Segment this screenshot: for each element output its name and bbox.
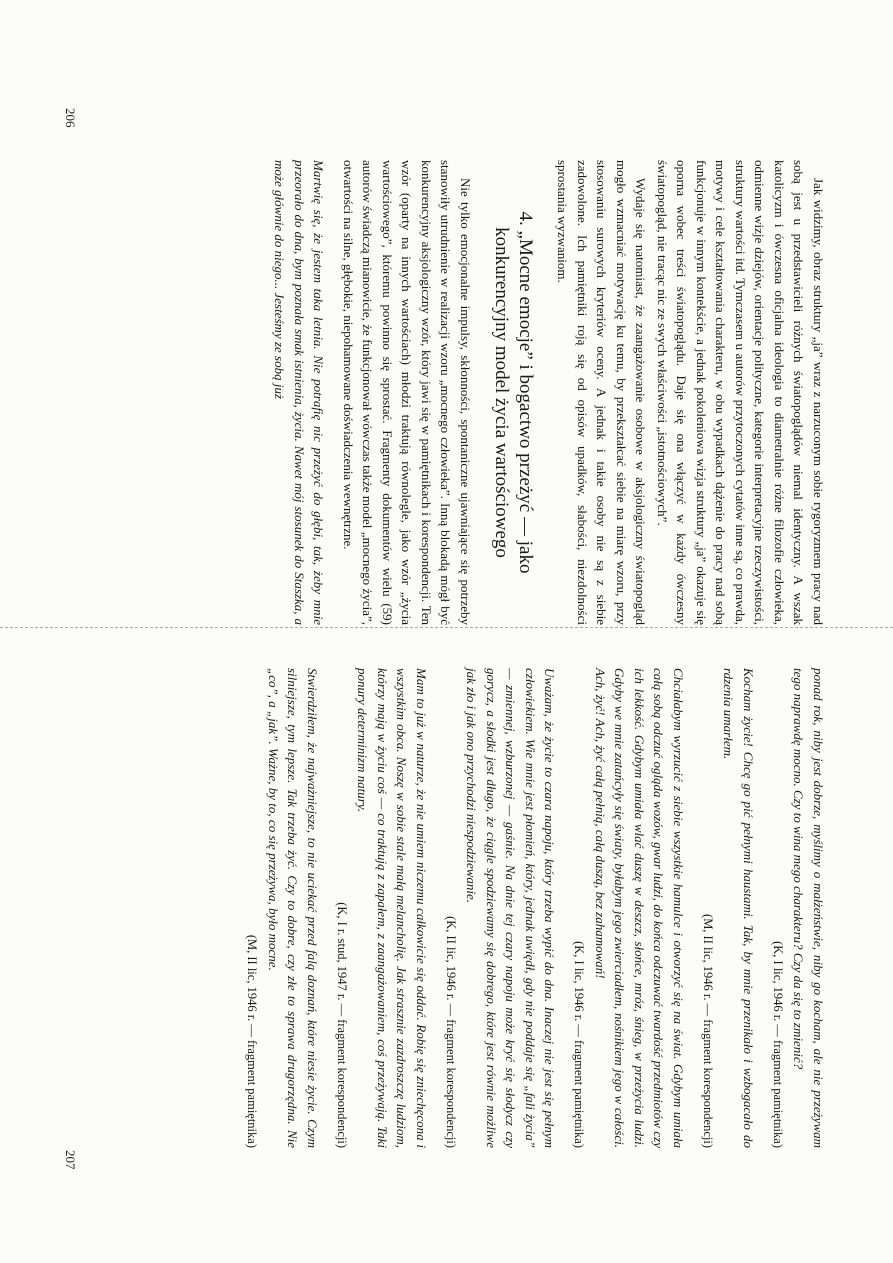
source-3: (K, I lic, 1946 r. — fragment pamiętnika)	[572, 941, 587, 1148]
paragraph-1: Jak widzimy, obraz struktury „ja” wraz z narzuconym sobie rygoryzmem pracy nad sobą jest u przedstawicieli różnych światopoglądów niemal identyczny. A wszak katolicyzm i ówczesna oficjalna ideologia to diametralnie różne filozofie człowieka, odmienne wizje dziejów, orientacje polityczne, kategorie interpretacyjne rzeczywistości, struktury wartości itd. Tymczasem u autorów przytoczonych cytatów inne są, co prawda, motywy i cele kształtowania charakteru, w obu wypadkach dążenie do pracy nad sobą funkcjonuje w innym kontekście, a jednak pokoleniowa wizja struktury „ja” okazuje się oporna wobec treści światopoglądu. Daje się ona włączyć w każdy ówczesny światopogląd, nie tracąc nic ze swych właściwości „istotnościowych”.	[655, 160, 826, 625]
quote-1: ponad rok, niby jest dobrze, myślimy o małżeństwie, niby go kocham, ale nie przeżywam tego naprawdę mocno. Czy to wina mego charakteru? Czy da się to zmienić?	[791, 668, 826, 1148]
page-number-207: 207	[63, 1150, 78, 1170]
quote-2: Kocham życie! Chcę go pić pełnymi haustami. Tak, by mnie przenikało i wzbogacało do rdzenia umarłem.	[721, 668, 756, 1148]
paragraph-2: Wydaje się natomiast, że zaangażowanie osobowe w aksjologiczny światopogląd mogło wzmacniać motywację ku temu, by przekształcać siebie na miarę wzoru, przy stosowaniu surowych kryteriów oceny. A jednak i takie osoby nie są z siebie zadowolone. Ich pamiętniki roją się od opisów upadków, słabości, niezdolności sprostania wyzwaniom.	[555, 160, 649, 625]
page-fold	[0, 627, 893, 628]
page-206	[88, 160, 828, 625]
source-6: (M, II lic, 1946 r. — fragment pamiętnika)	[245, 934, 260, 1148]
page-207	[88, 668, 828, 1148]
source-2: (M, II lic, 1946 r. — fragment korespondencji)	[701, 914, 715, 1148]
source-1: (K, I lic, 1946 r. — fragment pamiętnika)	[771, 941, 785, 1148]
source-5: (K, I r. stud, 1947 r. — fragment korespondencji)	[335, 902, 349, 1148]
quote-6: Stwierdziłem, że najważniejsze, to nie uciekać przed falą doznań, które niesie życie. Czym silniejsze, tym lepsze. Tak trzeba żyć. Czy to dobre, czy złe to sprawa drugorzędna. Nie „co”, a „jak”. Ważne, by to, co się przeżywa, było mocne.	[266, 668, 320, 1148]
page-number-206: 206	[63, 108, 78, 128]
source-4: (K, II lic, 1946 r. — fragment korespondencji)	[444, 916, 458, 1148]
paragraph-3: Nie tylko emocjonalne impulsy, skłonności, spontaniczne ujawniające się potrzeby stanowiły utrudnienie w realizacji wzoru „mocnego człowieka”. Inną blokadą mógł być konkurencyjny aksjologiczny wzór, który jawi się w pamiętnikach i korespondencji. Ten wzór (oparty na innych wartościach) młodzi traktują równolegle, jako wzór „życia wartościowego”, któremu powinno się sprostać. Fragmenty dokumentów wielu (59) autorów świadczą mianowicie, że funkcjonował wówczas także model „mocnego życia”, otwartości na silne, głębokie, niepohamowane doświadczenia wewnętrzne.	[341, 160, 473, 625]
quote-4: Uważam, że życie to czara napoju, który trzeba wypić do dna. Inaczej nie jest się pełnym człowiekiem. Wie mnie jest płomień, który, jednak uwiędł, gdy nie poddaje się „fali życia” — zmiennej, wzburzonej — gaśnie. Na dnie tej czary napoju może kryć się słodycz czy gorycz, a słodki jest długo, że ciągle spodziewamy się dobrego, które jest równie możliwe jak zło i jak ono przychodzi niespodziewanie.	[464, 668, 558, 1148]
section-heading: 4. „Mocne emocje” i bogactwo przeżyć — jako konkurencyjny model życia wartościowego	[491, 211, 536, 574]
quote-3: Chciałabym wyrzucić z siebie wszystkie hamulce i otworzyć się na świat. Gdybym umiała całą sobą odczuć ogląda wozów, gwar ludzi, do końca odczuwać twardość przedmiotów czy ich lekkość. Gdybym umiała wlać duszę w deszcz, słońce, mróz, śnieg, w przeżycia ludzi. Gdyby we mnie zatańcyły się światy, byłabym jego zwierciadłem, nośnikiem jego w całości. Ach, żyć! Ach, żyć całą pełnią, całą duszą, bez zahamowań!	[593, 668, 686, 1148]
quote-5: Mam to już w naturze, że nie umiem niczemu całkowicie się oddać. Robię się zniechęcona i wszystkim obca. Noszę w sobie stale małą melancholię. Jak strasznie zazdroszczę ludziom, którzy mają w życiu coś — co traktują z zapałem, z zaangażowaniem, coś przeżywają. Taki ponury determinizm natury.	[355, 668, 429, 1148]
quote-start: Martwię się, że jestem taka letnia. Nie potrafię nic przeżyć do głębi, tak, żeby mnie przeorało do dna, bym poznała smak istnienia, życia. Nawet mój stosunek do Staszka, a może głównie do niego... Jesteśmy ze sobą już	[272, 160, 327, 625]
